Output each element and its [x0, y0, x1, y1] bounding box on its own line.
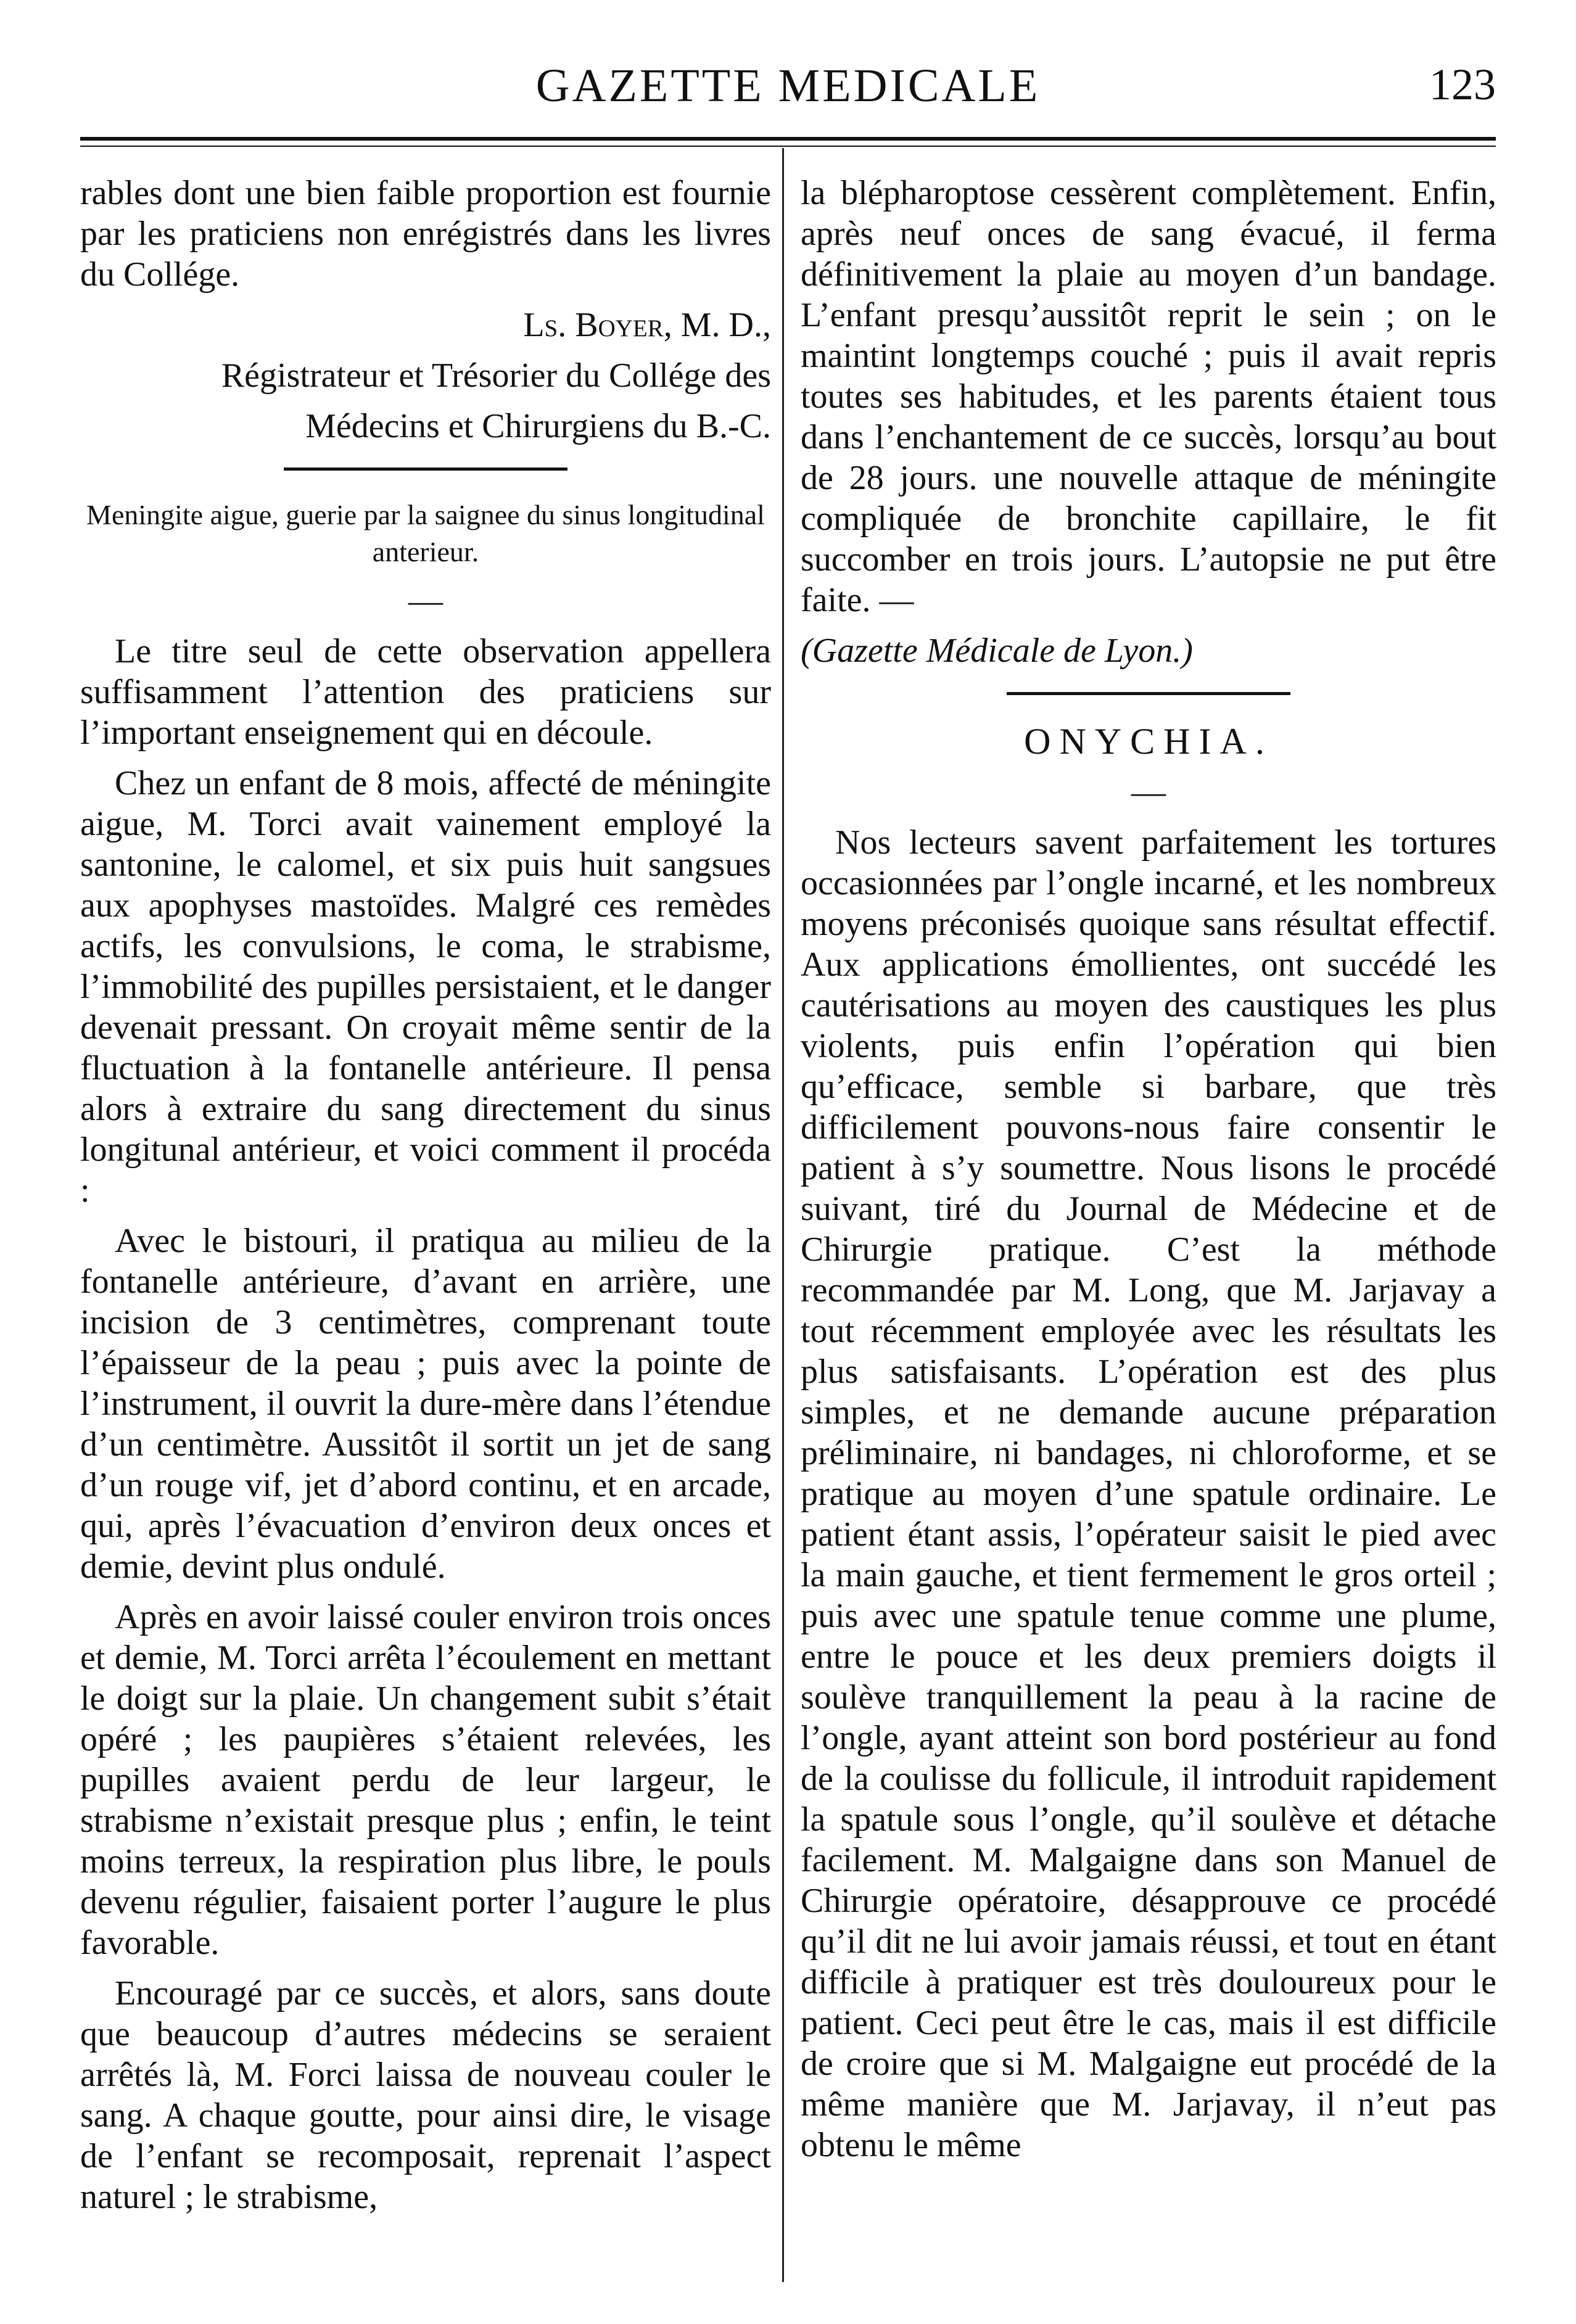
right-column — [801, 173, 1496, 2175]
signature-name: Ls. Boyer, M. D., — [523, 306, 771, 344]
signature-title: Régistrateur et Trésorier du Collége des — [221, 356, 771, 395]
paragraph: Chez un enfant de 8 mois, affecté de méningite aigue, M. Torci avait vainement employé la santonine, le calomel, et six puis huit sangsues aux apophyses mastoïdes. Malgré ces remèdes actifs, les convulsions, le coma, le strabisme, l’immobilité des pupilles persistaient, et le danger devenait pressant. On croyait même sentir de la fluctuation à la fontanelle antérieure. Il pensa alors à extraire du sang directement du sinus longitunal antérieur, et voici comment il procéda : — [80, 764, 771, 1209]
header-rule-thick — [80, 137, 1496, 141]
column-divider — [782, 148, 784, 2282]
page-title: GAZETTE MEDICALE — [535, 60, 1041, 112]
section-separator — [284, 468, 567, 471]
article-heading: ONYCHIA. — [1024, 721, 1273, 762]
page-number: 123 — [1429, 60, 1496, 109]
paragraph: Le titre seul de cette observation appellera suffisamment l’attention des praticiens sur l’important enseignement qui en découle. — [80, 632, 771, 752]
paragraph: Avec le bistouri, il pratiqua au milieu de la fontanelle antérieure, d’avant en arrière, une incision de 3 centimètres, comprenant toute l’épaisseur de la peau ; puis avec la pointe de l’instrument, il ouvrit la dure-mère dans l’étendue d’un centimètre. Aussitôt il sortit un jet de sang d’un rouge vif, jet d’abord continu, et en arcade, qui, après l’évacuation d’environ deux onces et demie, devint plus ondulé. — [80, 1222, 771, 1586]
signature-affiliation: Médecins et Chirurgiens du B.-C. — [305, 407, 771, 445]
paragraph: la blépharoptose cessèrent complètement. Enfin, après neuf onces de sang évacué, il ferma définitivement la plaie au moyen d’un bandage. L’enfant presqu’aussitôt reprit le sein ; on le maintint longtemps couché ; puis il avait repris toutes ses habitudes, et les parents étaient tous dans l’enchantement de ce succès, lorsqu’au bout de 28 jours. une nouvelle attaque de méningite compliquée de bronchite capillaire, le fit succomber en trois jours. L’autopsie ne put être faite. — — [801, 174, 1496, 619]
paragraph: Après en avoir laissé couler environ trois onces et demie, M. Torci arrêta l’écoulement en mettant le doigt sur la plaie. Un changement subit s’était opéré ; les paupières s’étaient relevées, les pupilles avaient perdu de leur largeur, le strabisme n’existait presque plus ; enfin, le teint moins terreux, la respiration plus libre, le pouls devenu régulier, faisaient porter l’augure le plus favorable. — [80, 1598, 771, 1962]
paragraph: rables dont une bien faible proportion est fournie par les praticiens non enrégistrés dans les livres du Collége. — [80, 174, 771, 294]
citation: (Gazette Médicale de Lyon.) — [801, 632, 1193, 670]
header-rule-thin — [80, 146, 1496, 147]
heading-dash: — — [1131, 773, 1166, 811]
left-column — [80, 173, 771, 2227]
heading-dash: — — [408, 582, 443, 620]
running-head — [80, 59, 1496, 127]
paragraph: Nos lecteurs savent parfaitement les tortures occasionnées par l’ongle incarné, et les nombreux moyens préconisés quoique sans résultat effectif. Aux applications émollientes, ont succédé les cautérisations au moyen des caustiques les plus violents, puis enfin l’opération qui bien qu’efficace, semble si barbare, que très difficilement pouvons-nous faire consentir le patient à s’y soumettre. Nous lisons le procédé suivant, tiré du Journal de Médecine et de Chirurgie pratique. C’est la méthode recommandée par M. Long, que M. Jarjavay a tout récemment employée avec les résultats les plus satisfaisants. L’opération est des plus simples, et ne demande aucune préparation préliminaire, ni bandages, ni chloroforme, et se pratique au moyen d’une spatule ordinaire. Le patient étant assis, l’opérateur saisit le pied avec la main gauche, et tient fermement le gros orteil ; puis avec une spatule tenue comme une plume, entre le pouce et les deux premiers doigts il soulève tranquillement la peau à la racine de l’ongle, ayant atteint son bord postérieur au fond de la coulisse du follicule, il introduit rapidement la spatule sous l’ongle, qu’il soulève et détache facilement. M. Malgaigne dans son Manuel de Chirurgie opératoire, désapprouve ce procédé qu’il dit ne lui avoir jamais réussi, et tout en étant difficile à pratiquer est très douloureux pour le patient. Ceci peut être le cas, mais il est difficile de croire que si M. Malgaigne eut procédé de la même manière que M. Jarjavay, il n’eut pas obtenu le même — [801, 823, 1496, 2164]
article-heading: Meningite aigue, guerie par la saignee du sinus longitudinal anterieur. — [86, 499, 765, 567]
section-separator — [1007, 692, 1290, 695]
paragraph: Encouragé par ce succès, et alors, sans doute que beaucoup d’autres médecins se seraient arrêtés là, M. Forci laissa de nouveau couler le sang. A chaque goutte, pour ainsi dire, le visage de l’enfant se recomposait, reprenait l’aspect naturel ; le strabisme, — [80, 1974, 771, 2216]
